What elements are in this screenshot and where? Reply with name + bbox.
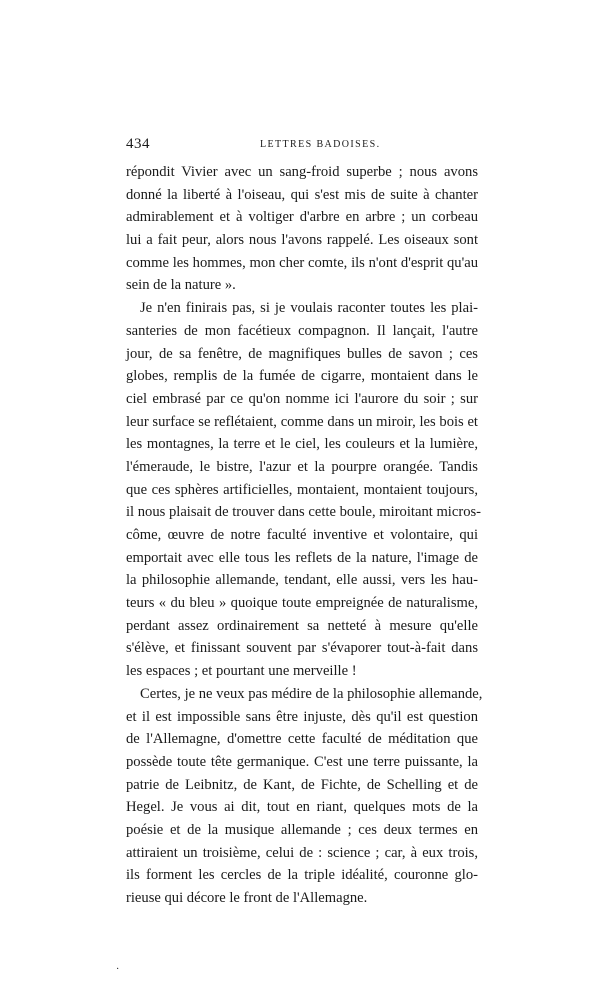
text-line: ciel embrasé par ce qu'on nomme ici l'aurore du soir ; sur [126,390,478,407]
paragraph-2 [126,297,482,683]
page-number: 434 [126,136,150,152]
text-line: il nous plaisait de trouver dans cette boule, miroitant micros- [126,504,482,521]
text-line: répondit Vivier avec un sang-froid superbe ; nous avons [126,164,478,180]
paragraph-3 [126,683,483,910]
text-line: emportait avec elle tous les reflets de la nature, l'image de [126,549,478,566]
text-line: et il est impossible sans être injuste, dès qu'il est question [126,708,478,725]
text-line: s'élève, et finissant souvent par s'évaporer tout-à-fait dans [126,640,478,657]
text-line: globes, remplis de la fumée de cigarre, montaient dans le [126,368,478,385]
text-line: rieuse qui décore le front de l'Allemagne. [126,890,368,906]
text-line: côme, œuvre de notre faculté inventive et volontaire, qui [126,527,478,543]
text-line: lui a fait peur, alors nous l'avons rappelé. Les oiseaux sont [126,232,478,249]
text-line: l'émeraude, le bistre, l'azur et la pourpre orangée. Tandis [126,458,478,475]
text-line: Certes, je ne veux pas médire de la philosophie allemande, [140,685,483,702]
text-line: Hegel. Je vous ai dit, tout en riant, quelques mots de la [126,799,478,816]
text-line: possède toute tête germanique. C'est une terre puissante, la [126,753,478,770]
body-text [126,161,483,910]
text-line: ils forment les cercles de la triple idéalité, couronne glo- [126,867,478,884]
print-speck: · [116,964,120,975]
text-line: teurs « du bleu » quoique toute empreignée de naturalisme, [126,595,478,612]
text-line: donné la liberté à l'oiseau, qui s'est mis de suite à chanter [126,186,478,203]
text-line: leur surface se reflétaient, comme dans un miroir, les bois et [126,413,478,430]
text-line: sein de la nature ». [126,277,236,294]
text-line: jour, de sa fenêtre, de magnifiques bulles de savon ; ces [126,345,478,362]
text-line: que ces sphères artificielles, montaient, montaient toujours, [126,481,478,498]
text-line: santeries de mon facétieux compagnon. Il lançait, l'autre [126,322,478,339]
text-line: de l'Allemagne, d'omettre cette faculté de méditation que [126,731,478,748]
text-line: les espaces ; et pourtant une merveille ! [126,663,357,680]
text-line: attiraient un troisième, celui de : science ; car, à eux trois, [126,844,478,861]
text-line: admirablement et à voltiger d'arbre en arbre ; un corbeau [126,209,478,226]
page-header [126,136,478,156]
text-line: Je n'en finirais pas, si je voulais raconter toutes les plai- [140,300,478,317]
text-line: comme les hommes, mon cher comte, ils n'ont d'esprit qu'au [126,254,478,271]
paragraph-1 [126,161,478,297]
running-title: LETTRES BADOISES. [260,139,381,150]
text-line: perdant assez ordinairement sa netteté à mesure qu'elle [126,617,478,634]
text-line: patrie de Leibnitz, de Kant, de Fichte, de Schelling et de [126,776,478,793]
text-line: la philosophie allemande, tendant, elle aussi, vers les hau- [126,572,478,589]
text-line: poésie et de la musique allemande ; ces deux termes en [126,821,478,838]
text-line: les montagnes, la terre et le ciel, les couleurs et la lumière, [126,436,478,453]
